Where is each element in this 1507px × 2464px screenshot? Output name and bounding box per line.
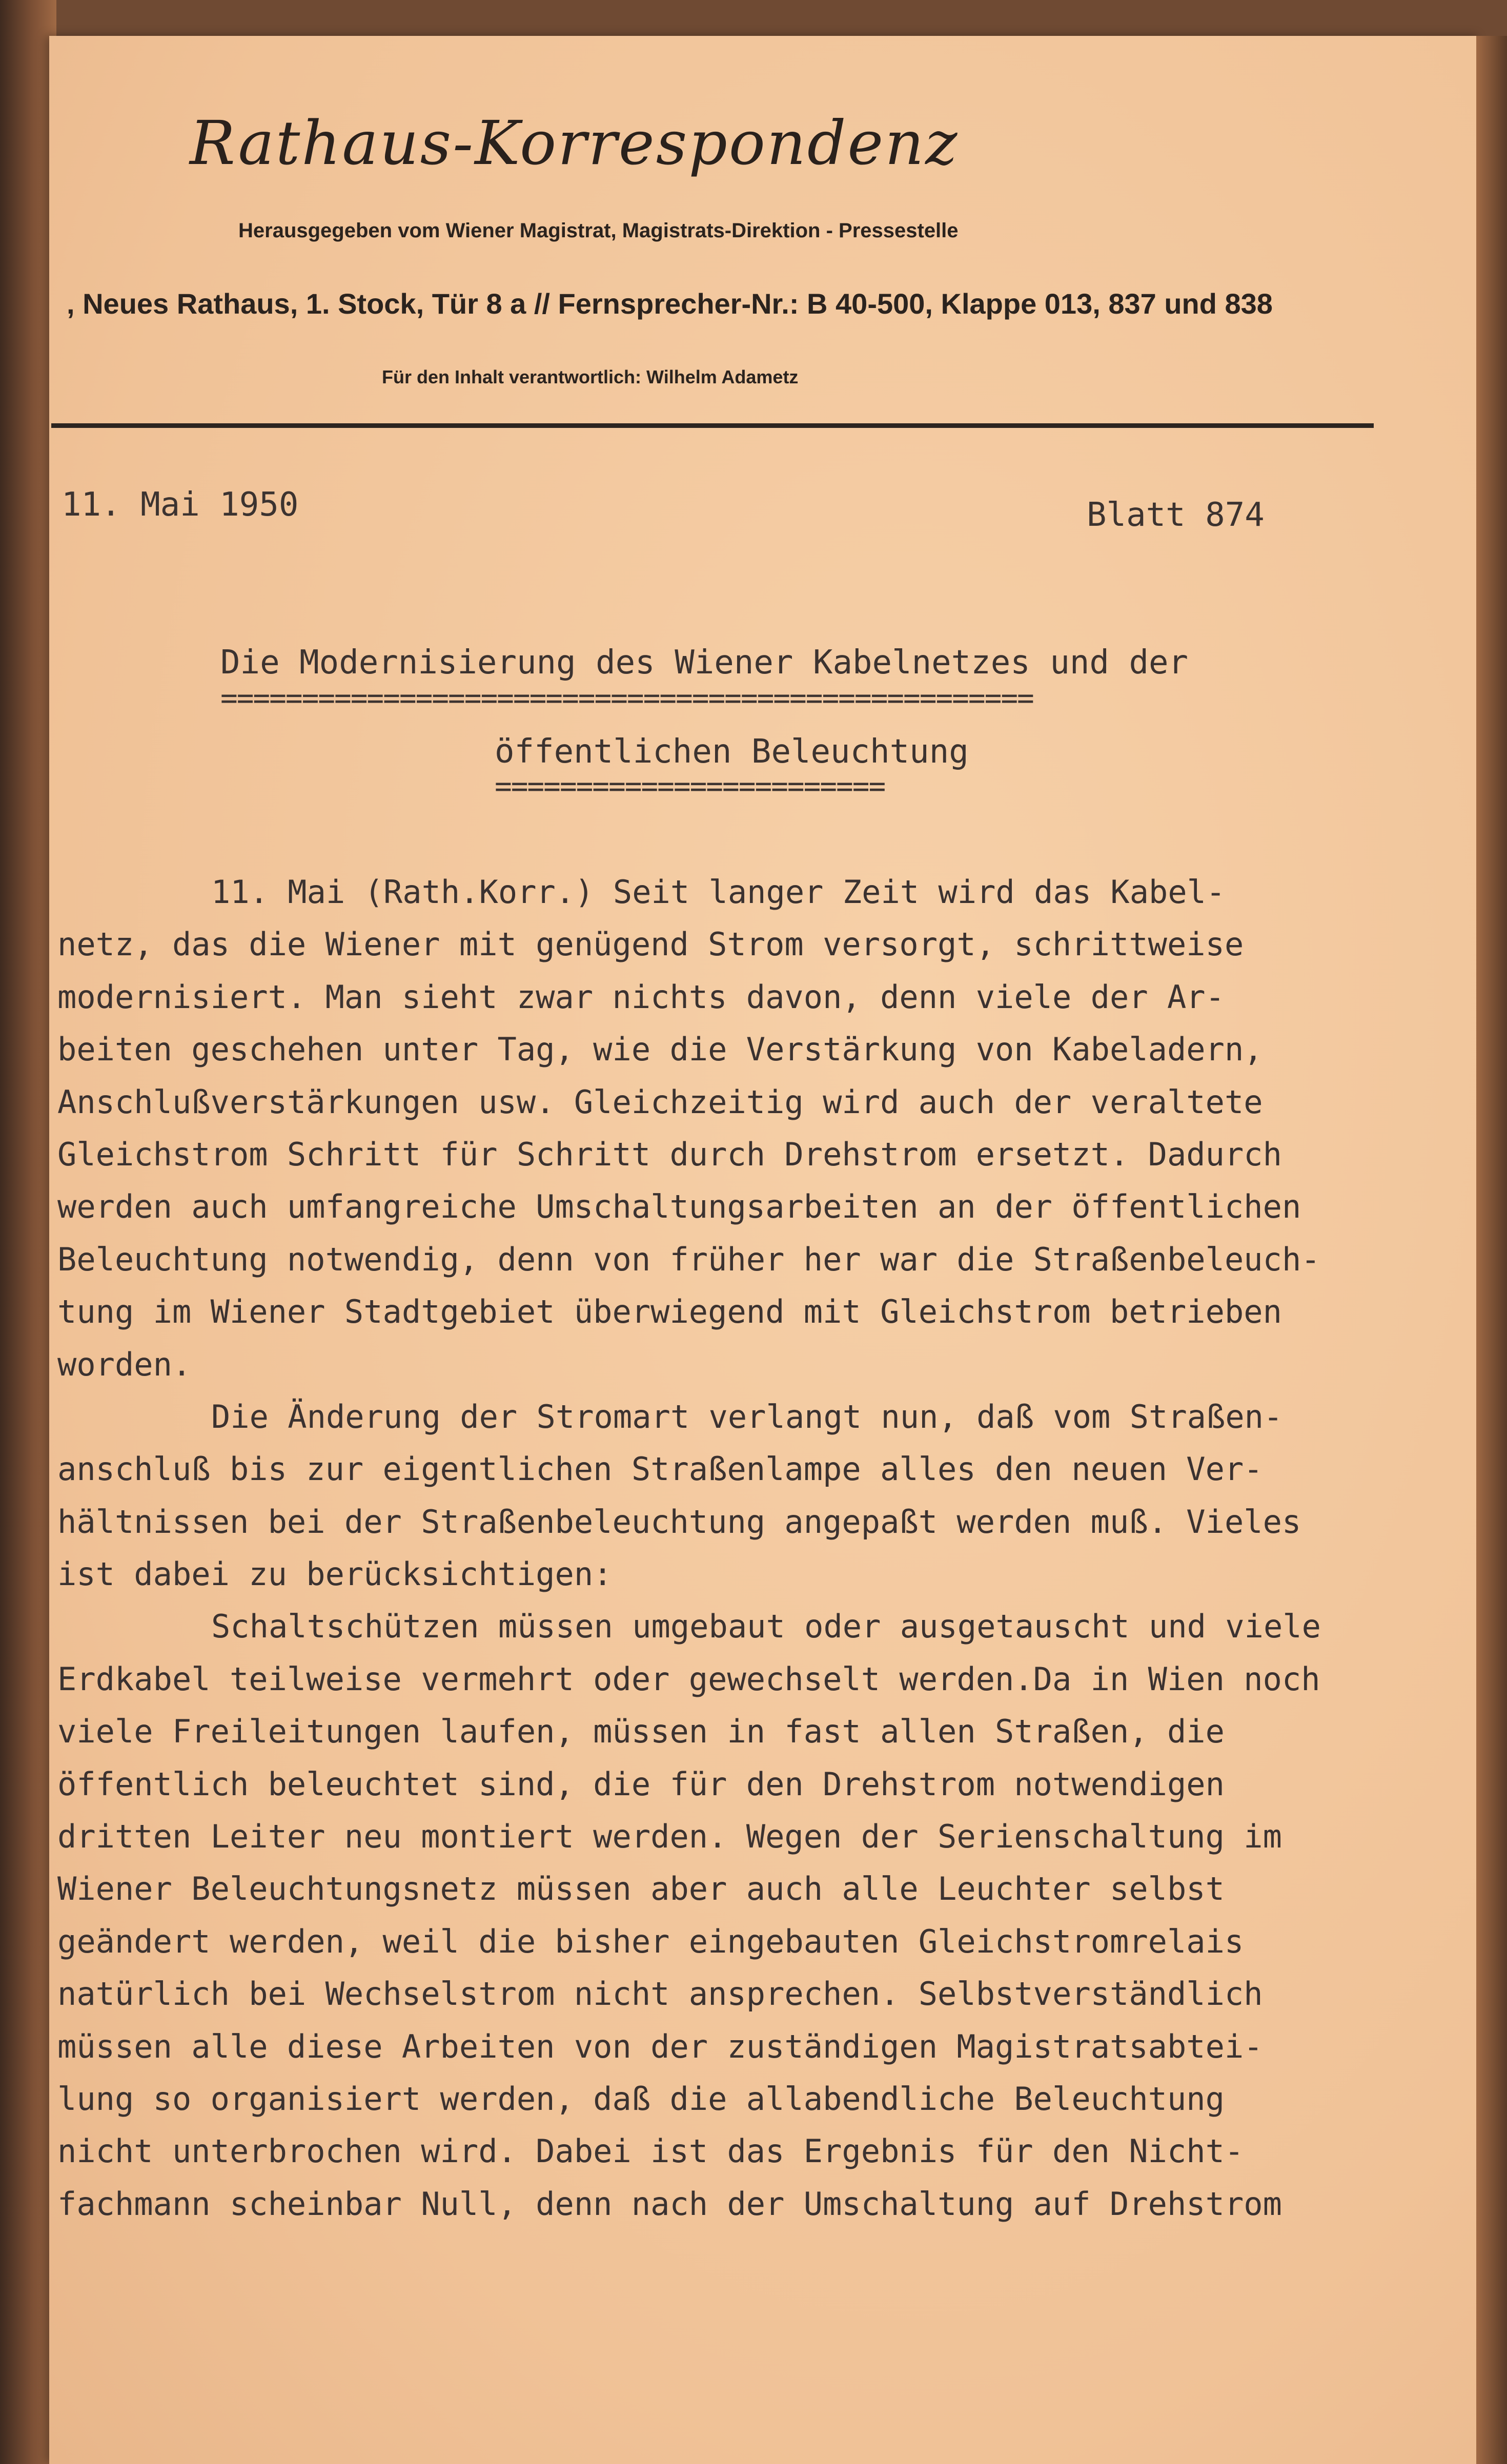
- body-line: Anschlußverstärkungen usw. Gleichzeitig wird auch der veraltete: [57, 1083, 1263, 1121]
- article-title-line-2: öffentlichen Beleuchtung: [495, 733, 969, 771]
- body-line: nicht unterbrochen wird. Dabei ist das Ergebnis für den Nicht-: [57, 2132, 1244, 2170]
- article-title-line-1: Die Modernisierung des Wiener Kabelnetzes und der: [220, 644, 1189, 682]
- body-line: dritten Leiter neu montiert werden. Wegen der Serienschaltung im: [57, 1818, 1282, 1856]
- address-line: , Neues Rathaus, 1. Stock, Tür 8 a // Fernsprecher-Nr.: B 40-500, Klappe 013, 837 und 838: [67, 288, 1273, 320]
- body-line: hältnissen bei der Straßenbeleuchtung angepaßt werden muß. Vieles: [57, 1503, 1301, 1541]
- article-title-underline-1: ==================================================: [220, 682, 1033, 715]
- body-line: viele Freileitungen laufen, müssen in fast allen Straßen, die: [57, 1713, 1225, 1751]
- responsible-editor-line: Für den Inhalt verantwortlich: Wilhelm Adametz: [382, 366, 799, 387]
- body-line: 11. Mai (Rath.Korr.) Seit langer Zeit wird das Kabel-: [211, 873, 1226, 911]
- body-line: Erdkabel teilweise vermehrt oder gewechselt werden.Da in Wien noch: [57, 1660, 1320, 1698]
- body-line: Die Änderung der Stromart verlangt nun, daß vom Straßen-: [211, 1398, 1283, 1435]
- publisher-line: Herausgegeben vom Wiener Magistrat, Magistrats-Direktion - Pressestelle: [238, 219, 959, 242]
- sheet-number: Blatt 874: [1087, 496, 1265, 534]
- body-line: worden.: [57, 1345, 192, 1383]
- body-line: anschluß bis zur eigentlichen Straßenlampe alles den neuen Ver-: [57, 1450, 1263, 1488]
- body-line: ist dabei zu berücksichtigen:: [57, 1555, 613, 1593]
- page-edge: [1476, 36, 1507, 2464]
- document-date: 11. Mai 1950: [62, 486, 299, 524]
- body-line: Wiener Beleuchtungsnetz müssen aber auch alle Leuchter selbst: [57, 1870, 1225, 1908]
- body-line: Gleichstrom Schritt für Schritt durch Drehstrom ersetzt. Dadurch: [57, 1135, 1282, 1173]
- body-line: modernisiert. Man sieht zwar nichts davon, denn viele der Ar-: [57, 978, 1225, 1016]
- article-body: [57, 866, 1462, 2230]
- body-line: werden auch umfangreiche Umschaltungsarbeiten an der öffentlichen: [57, 1188, 1301, 1226]
- body-line: lung so organisiert werden, daß die allabendliche Beleuchtung: [57, 2080, 1225, 2118]
- body-line: Schaltschützen müssen umgebaut oder ausgetauscht und viele: [211, 1608, 1321, 1646]
- body-line: müssen alle diese Arbeiten von der zuständigen Magistratsabtei-: [57, 2027, 1263, 2065]
- body-line: geändert werden, weil die bisher eingebauten Gleichstromrelais: [57, 1922, 1244, 1960]
- body-line: beiten geschehen unter Tag, wie die Verstärkung von Kabeladern,: [57, 1031, 1263, 1069]
- body-line: öffentlich beleuchtet sind, die für den Drehstrom notwendigen: [57, 1765, 1225, 1803]
- header-rule: [51, 423, 1374, 428]
- body-line: natürlich bei Wechselstrom nicht ansprechen. Selbstverständlich: [57, 1975, 1263, 2013]
- body-line: tung im Wiener Stadtgebiet überwiegend mit Gleichstrom betrieben: [57, 1293, 1282, 1331]
- book-spine: [0, 0, 56, 2464]
- body-line: Beleuchtung notwendig, denn von früher her war die Straßenbeleuch-: [57, 1240, 1320, 1278]
- masthead-title: Rathaus-Korrespondenz: [190, 108, 959, 178]
- article-title-underline-2: ========================: [495, 770, 885, 803]
- body-line: fachmann scheinbar Null, denn nach der Umschaltung auf Drehstrom: [57, 2185, 1282, 2223]
- body-line: netz, das die Wiener mit genügend Strom versorgt, schrittweise: [57, 926, 1244, 963]
